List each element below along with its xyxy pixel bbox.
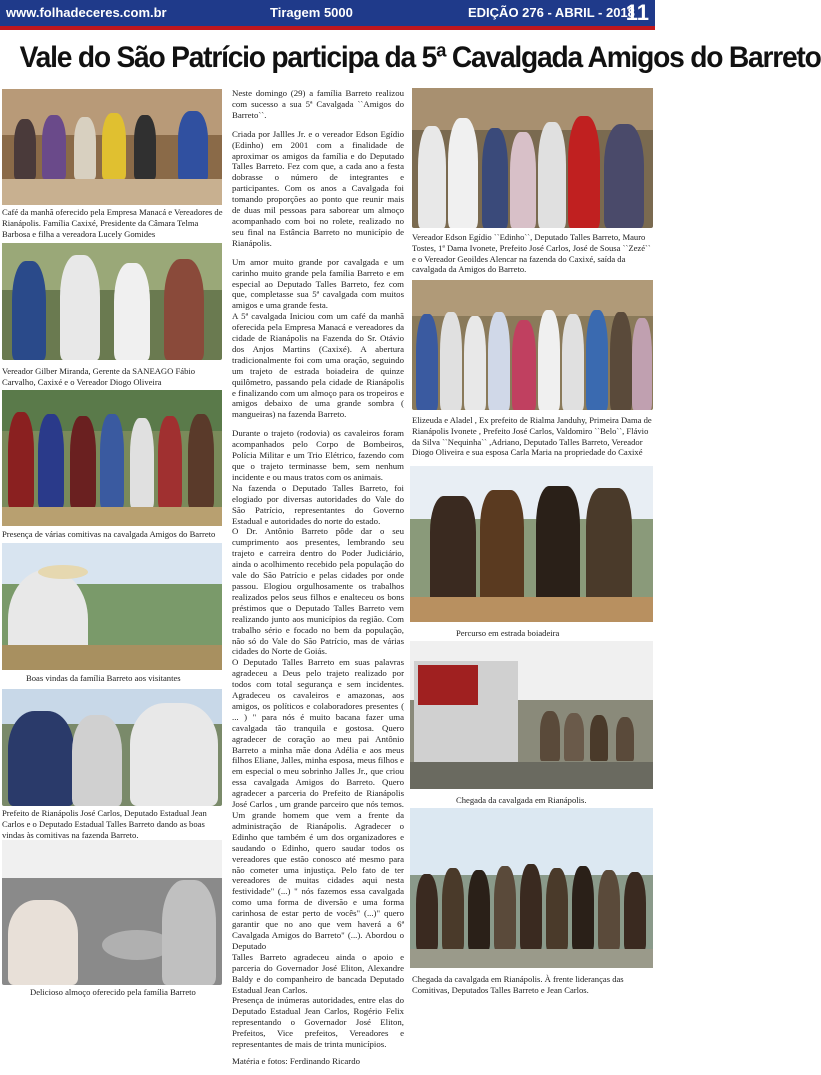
article-credit: Matéria e fotos: Ferdinando Ricardo (232, 1055, 361, 1066)
article-paragraph: Talles Barreto agradeceu ainda o apoio e parceria do Governador José Eliton, Alexandre Baldy e do companheiro de bancada Deputado Estadual Jean Carlos. (232, 951, 404, 995)
photo-arrival-1 (410, 641, 653, 789)
masthead-bar (0, 0, 655, 26)
photo-comitivas (2, 390, 222, 526)
caption-lunch: Delicioso almoço oferecido pela família Barreto (30, 987, 196, 997)
photo-speech (2, 689, 222, 806)
caption-speech: Prefeito de Rianápolis José Carlos, Deputado Estadual Jean Carlos e o Deputado Estadual Talles Barreto dando as boas vindas às comitivas na fazenda Barreto. (2, 808, 207, 840)
article-paragraph: Durante o trajeto (rodovia) os cavaleiros foram acompanhados pelo Corpo de Bombeiros, Polícia Militar e um Trio Elétrico, fazendo com que o trajeto terminasse bem, sem nenhum incidente e ou maus tratos com os animais. (232, 428, 404, 482)
photo-caxixe-group (412, 88, 653, 228)
article-paragraph: Na fazenda o Deputado Talles Barreto, foi elogiado por diversas autoridades do Vale do São Patrício, representantes do Governo Estadual e autoridades do norte do estado. (232, 482, 404, 526)
article-paragraph: Um amor muito grande por cavalgada e um carinho muito grande pela família Barreto e em especial ao Deputado Talles Barreto, fez com que, completasse sua 5ª cavalgada com muitos amigos e uma grande festa. (232, 256, 404, 311)
photo-boiadeira-road (410, 466, 653, 622)
caption-arrival-1: Chegada da cavalgada em Rianápolis. (456, 795, 587, 805)
article-paragraph: A 5ª cavalgada Iniciou com um café da manhã oferecida pela Empresa Manacá e vereadores da cidade de Rianápolis na Fazenda do Sr. Otávio dos Anjos Martins (Caxixé). A abertura tradicionalmente foi com uma oração, seguindo um trajeto de estrada boiadeira de quinze quilômetro, passando pela cidade de Rianápolis e finalizando com um almoço para os tropeiros e amigos debaixo de uma grande sombra ( mangueiras) na fazenda Barreto. (232, 311, 404, 420)
article-paragraph: Neste domingo (29) a família Barreto realizou com sucesso a sua 5ª Cavalgada ``Amigos do Barreto``. (232, 88, 404, 120)
site-url[interactable]: www.folhadeceres.com.br (6, 5, 167, 20)
photo-breakfast (2, 89, 222, 205)
article-paragraph: O Dr. Antônio Barreto pôde dar o seu cumprimento aos presentes, lembrando seu trajeto e carreira dentro do Poder Judiciário, ainda o acolhimento recebido pela população do vale do São Patrício e pelas cidades por onde passou. Elogiou orgulhosamente os trabalhos realizados pelos seus filhos e enalteceu os bons préstimos que o Deputado Talles Barreto vem realizando junto aos municípios da região. Com trabalho sério e focado no bem da população, não só do Vale do São Patrício, mas de várias cidades do Norte de Goiás. (232, 526, 404, 657)
article-paragraph: O Deputado Talles Barreto em suas palavras agradeceu a Deus pelo trajeto realizado por todos com total segurança e sem incidentes. Agradeceu os cavaleiros e amazonas, aos amigos, os políticos e colaboradores presentes ( ... ) " para nós é muito bacana fazer uma cavalgada tão tranquila e gostosa. Quero agradecer de coração ao meu pai Antônio Barreto a minha mãe dona Adélia e aos meus filhos Eliane, Jalles, minha esposa, meus filhos e em especial o meu sobrinho Jalles Jr., que criou essa cavalgada Amigos do Barreto. Quero agradecer a parceria do Prefeito de Rianápolis José Carlos , um grande parceiro que nós temos. Um grande homem que vem a frente da administração de Rianápolis. Agradecer o Edinho que também é um dos organizadores e saudando o Edinho, quero saudar todos os vereadores que estão conosco até mesmo para não cometer uma injustiça. Pelo fato de ter vereadores de muitas cidades aqui nesta festividade" (...) " nós fazemos essa cavalgada como uma forma de diversão e uma forma carinhosa de estar perto de vocês" (...)" quero garantir que no ano que vem haverá a 6ª Cavalgada Amigos do Barreto" (...). Abordou o Deputado (232, 657, 404, 951)
caption-boiadeira-road: Percurso em estrada boiadeira (456, 628, 560, 638)
photo-arrival-2 (410, 808, 653, 968)
article-paragraph: Criada por Jallles Jr. e o vereador Edson Egídio (Edinho) em 2001 com a finalidade de aproximar os amigos da família e do Deputado Talles Barreto. Fez com que, a cada ano a festa dobrasse o número de integrantes e participantes. Com os anos a Cavalgada foi tomando proporções ao ponto que reunir mais de duas mil pessoas para saborear um almoço acompanhado com boi no rolete, realizado no seu final na Estância Barreto no município de Rianápolis. (232, 128, 404, 248)
caption-caxixe-property: Elizeuda e Aladel , Ex prefeito de Rialma Janduhy, Primeira Dama de Rianápolis Ivonete , Prefeito José Carlos, Valdomiro ``Belo``, Flávio da Silva ``Nequinha`` ,Adriano, Deputado Talles Barreto, Vereador Diogo Oliveira e sua esposa Carla Maria na propriedade do Caxixé (412, 415, 652, 458)
page-number: 11 (625, 0, 649, 25)
article-paragraph: Presença de inúmeras autoridades, entre elas do Deputado Estadual Jean Carlos, Rogério Felix representando o Governador José Eliton, Prefeitos, Vice prefeitos, Vereadores e representantes de mais de trinta municípios. (232, 995, 404, 1050)
caption-arrival-2: Chegada da cavalgada em Rianápolis. À frente lideranças das Comitivas, Deputados Talles Barreto e Jean Carlos. (412, 974, 624, 995)
caption-welcome: Boas vindas da família Barreto aos visitantes (26, 673, 181, 683)
photo-welcome (2, 543, 222, 670)
caption-caxixe-group: Vereador Edson Egídio ``Edinho``, Deputado Talles Barreto, Mauro Tostes, 1ª Dama Ivonete, Prefeito José Carlos, José de Sousa ``Zezé`` e o Vereador Geoildes Alencar na fazenda do Caxixé, saída da cavalgada da Amigos do Barreto. (412, 232, 651, 275)
photo-caxixe-property (412, 280, 653, 410)
header-divider (0, 26, 655, 30)
photo-officials-group (2, 243, 222, 360)
photo-lunch (2, 840, 222, 985)
headline: Vale do São Patrício participa da 5ª Cavalgada Amigos do Barreto (19, 41, 821, 74)
article-body (232, 88, 404, 1075)
edition-info: EDIÇÃO 276 - ABRIL - 2018 (468, 5, 635, 20)
caption-officials-group: Vereador Gilber Miranda, Gerente da SANEAGO Fábio Carvalho, Caxixé e o Vereador Diogo Oliveira (2, 366, 196, 387)
caption-comitivas: Presença de várias comitivas na cavalgada Amigos do Barreto (2, 529, 216, 539)
caption-breakfast: Café da manhã oferecido pela Empresa Manacá e Vereadores de Rianápolis. Família Caxixé, Presidente da Câmara Telma Barbosa e filha a vereadora Lucely Gomides (2, 207, 223, 239)
circulation: Tiragem 5000 (270, 5, 353, 20)
